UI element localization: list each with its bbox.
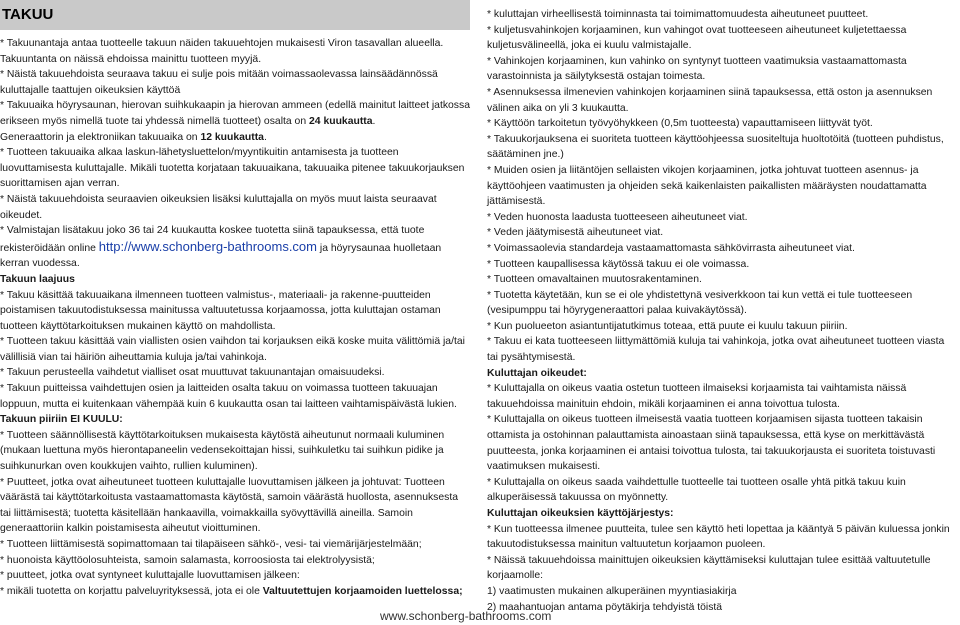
paragraph: * Takuuaika höyrysaunan, hierovan suihkukaapin ja hierovan ammeen (edellä mainitut laitteet jatkossa erikseen myös nimellä tuote tai yhdessä nimellä tuotteet) osalta on 24 kuukautta.	[0, 100, 470, 127]
list-item: 2) maahantuojan antama pöytäkirja tehdyistä töistä	[487, 601, 723, 613]
paragraph: * Vahinkojen korjaaminen, kun vahinko on syntynyt tuotteen vaatimuksia vastaamattomasta varastoinnista ja säilytyksestä ostajan toimesta.	[487, 55, 907, 83]
page-title: TAKUU	[0, 0, 470, 30]
paragraph: * Kuluttajalla on oikeus vaatia ostetun tuotteen ilmaiseksi korjaamista tai vaihtamista näissä takuuehdoissa mainituin ehdoin, mikäli korjaaminen ei anna toivottua tulosta.	[487, 383, 907, 410]
paragraph: * Tuotetta käytetään, kun se ei ole yhdistettynä vesiverkkoon tai kun vettä ei tule tuotteeseen (vesipumppu tai höyrygeneraattori palaa kuivakäytössä).	[487, 289, 913, 317]
paragraph: * Kun puolueeton asiantuntijatutkimus toteaa, että puute ei kuulu takuun piiriin.	[487, 320, 848, 332]
paragraph: * Kuluttajalla on oikeus tuotteen ilmeisestä vaatia tuotteen korjaamisen sijasta tuotteen takaisin ottamista ja ostohinnan palauttamista ainoastaan siinä tapauksessa, että kyse on merkittävästä puutteesta, jonka korjaaminen ei antaisi toivottua tulosta, tai takuukorjausta ei suoriteta toistuvasti vaatimuksen mukaisesti.	[487, 414, 936, 473]
paragraph: * Takuun puitteissa vaihdettujen osien ja laitteiden osalta takuu on voimassa tuotteen takuuajan loppuun, mutta ei kuitenkaan vähempää kuin 6 kuukautta osan tai laitteen vaihtamispäivästä lukien.	[0, 383, 457, 410]
paragraph: * Asennuksessa ilmenevien vahinkojen korjaaminen siinä tapauksessa, että oston ja asennuksen välinen aika on yli 3 kuukautta.	[487, 86, 933, 114]
paragraph: * Takuun perusteella vaihdetut vialliset osat muuttuvat takuunantajan omaisuudeksi.	[0, 367, 385, 379]
paragraph: * Voimassaolevia standardeja vastaamattomasta sähkövirrasta aiheutuneet viat.	[487, 242, 855, 254]
paragraph: Generaattorin ja elektroniikan takuuaika on 12 kuukautta.	[0, 131, 267, 143]
section-heading: Takuun piiriin EI KUULU:	[0, 414, 123, 426]
paragraph: * Takuunantaja antaa tuotteelle takuun näiden takuuehtojen mukaisesti Viron tasavallan alueella. Takuuntanta on näissä ehdoissa mainittu tuotteen myyjä.	[0, 38, 444, 65]
paragraph: * Takuu käsittää takuuaikana ilmenneen tuotteen valmistus-, materiaali- ja rakenne-puutteiden poistamisen takuutodistuksessa mainitussa valtuutetussa korjaamossa, jotta kuluttajan ostaman tuotteen käyttötarkoituksen mukainen käyttö on mahdollista.	[0, 289, 441, 332]
paragraph: * Tuotteen säännöllisestä käyttötarkoituksen mukaisesta käytöstä aiheutunut normaali kuluminen (mukaan luettuna myös hierontapaneelin vedensekoittajan hissi, suihkuletku tai suihkun pidike ja suihkunurkan oven koukkujen vaihto, rullien kuluminen).	[0, 429, 445, 473]
left-column	[0, 0, 470, 599]
registration-link[interactable]: http://www.schonberg-bathrooms.com	[98, 238, 317, 254]
paragraph: * Tuotteen kaupallisessa käytössä takuu ei ole voimassa.	[487, 258, 750, 270]
footer-url: www.schonberg-bathrooms.com	[380, 609, 552, 623]
paragraph: * kuljetusvahinkojen korjaaminen, kun vahingot ovat tuotteeseen aiheutuneet kuljetettaessa kuljetusvälineellä, joka ei kuulu valmistajalle.	[487, 24, 907, 52]
paragraph: * Näistä takuuehdoista seuraava takuu ei sulje pois mitään voimassaolevassa lainsäädännössä kuluttajalle taattujen oikeuksien käyttöä	[0, 69, 438, 96]
paragraph: * huonoista käyttöolosuhteista, samoin salamasta, korroosiosta tai elektrolyysistä;	[0, 554, 375, 566]
paragraph: * puutteet, jotka ovat syntyneet kuluttajalle luovuttamisen jälkeen:	[0, 570, 300, 582]
paragraph: * Muiden osien ja liitäntöjen sellaisten vikojen korjaaminen, jotka johtuvat tuotteen asennus- ja käyttöohjeen vaatimusten ja ohjeiden sekä kaikenlaisten paikallisten määräysten noudattamatta jättämisestä.	[487, 164, 927, 208]
generator-warranty-period: 12 kuukautta	[200, 131, 264, 143]
paragraph: * Puutteet, jotka ovat aiheutuneet tuotteen kuluttajalle luovuttamisen jälkeen ja johtuvat: Tuotteen väärästä tai käyttötarkoitusta vastaamattomasta käytöstä, samoin väärästä huollosta, asennuksesta tai liittämisestä; tuotetta käsitellään hankaavilla, voimakkailla syövyttävillä aineilla. Samoin generaattoriin kalkin poistamisesta aiheutut vioittuminen.	[0, 476, 459, 535]
paragraph: * Veden jäätymisestä aiheutuneet viat.	[487, 227, 664, 239]
right-column	[487, 7, 953, 615]
paragraph: * Valmistajan lisätakuu joko 36 tai 24 kuukautta koskee tuotetta siinä tapauksessa, että tuote rekisteröidään online http://www.schonberg-bathrooms.com ja höyrysaunaa huolletaan kerran vuodessa.	[0, 225, 442, 270]
list-item: 1) vaatimusten mukainen alkuperäinen myyntiasiakirja	[487, 585, 737, 597]
paragraph: * Tuotteen takuuaika alkaa laskun-lähetysluettelon/myyntikuitin antamisesta ja tuotteen luovuttamisesta kuluttajalle. Mikäli tuotetta korjataan takuuaikana, takuuaika pitenee takuukorjauksen suorittamisen ajan verran.	[0, 147, 465, 190]
paragraph: * Kun tuotteessa ilmenee puutteita, tulee sen käyttö heti lopettaa ja kääntyä 5 päivän kuluessa jonkin takuutodistuksessa mainitun valtuutetun korjaamon puoleen.	[487, 523, 950, 551]
paragraph: * Näissä takuuehdoissa mainittujen oikeuksien käyttämiseksi kuluttajan tulee esittää valtuutetulle korjaamolle:	[487, 554, 931, 582]
paragraph: * Tuotteen takuu käsittää vain viallisten osien vaihdon tai korjauksen eikä koske muita välittömiä ja/tai välillisiä vian tai häiriön aiheuttamia kuluja ja/tai vahinkoja.	[0, 336, 465, 363]
paragraph: * Kuluttajalla on oikeus saada vaihdettulle tuotteelle tai tuotteen osalle yhtä pitkä takuu kuin alkuperäisessä takuussa on myönnetty.	[487, 476, 906, 504]
paragraph: * mikäli tuotetta on korjattu palveluyrityksessä, jota ei ole Valtuutettujen korjaamoiden luettelossa;	[0, 585, 463, 597]
paragraph: * Tuotteen liittämisestä sopimattomaan tai tilapäiseen sähkö-, vesi- tai viemärijärjestelmään;	[0, 539, 422, 550]
paragraph: * Näistä takuuehdoista seuraavien oikeuksien lisäksi kuluttajalla on myös muut laista seuraavat oikeudet.	[0, 193, 437, 221]
section-heading: Takuun laajuus	[0, 273, 75, 285]
paragraph: * Käyttöön tarkoitetun työvyöhykkeen (0,5m tuotteesta) vapauttamiseen liittyvät työt.	[487, 118, 873, 130]
warranty-period: 24 kuukautta	[309, 115, 373, 127]
section-heading: Kuluttajan oikeuksien käyttöjärjestys:	[487, 508, 674, 519]
paragraph: * Tuotteen omavaltainen muutosrakentaminen.	[487, 274, 702, 286]
paragraph: * Takuu ei kata tuotteeseen liittymättömiä kuluja tai vahinkoja, jotka ovat aiheutuneet tuotteen viasta tai pysähtymisestä.	[487, 336, 945, 364]
paragraph: * kuluttajan virheellisestä toiminnasta tai toimimattomuudesta aiheutuneet puutteet.	[487, 9, 869, 20]
paragraph: * Veden huonosta laadusta tuotteeseen aiheutuneet viat.	[487, 211, 748, 223]
section-heading: Kuluttajan oikeudet:	[487, 367, 587, 379]
paragraph: * Takuukorjauksena ei suoriteta tuotteen käyttöohjeessa suositeltuja huoltotöitä (tuotteen puhdistus, säätäminen jne.)	[487, 133, 944, 161]
